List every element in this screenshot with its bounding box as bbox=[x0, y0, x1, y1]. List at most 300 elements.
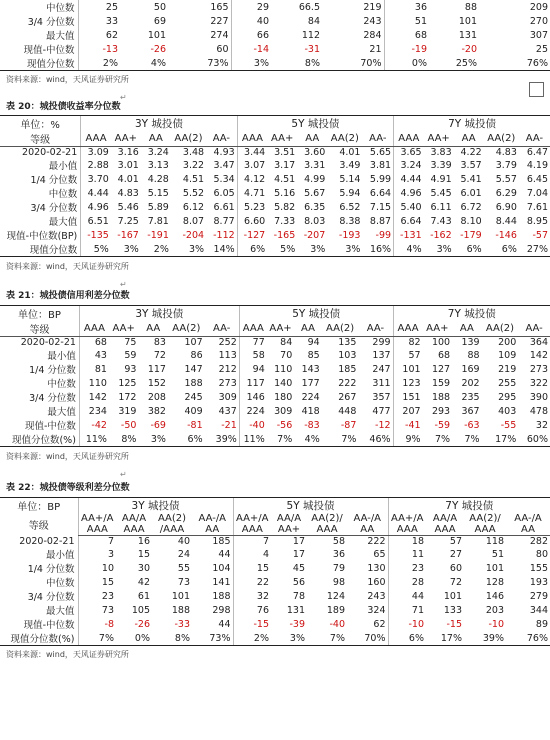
table-cell: 22 bbox=[233, 575, 271, 589]
table-cell: 7% bbox=[307, 631, 347, 646]
table-cell: 73% bbox=[168, 56, 231, 71]
table-cell: 390 bbox=[529, 391, 548, 403]
table-cell: -40 bbox=[329, 618, 345, 630]
table-row bbox=[0, 631, 550, 646]
top-source-note: 资料来源：wind，天风证券研究所 bbox=[6, 75, 129, 84]
table-cell: 188 bbox=[212, 590, 231, 602]
table-cell: 3.57 bbox=[460, 159, 482, 171]
table-cell: 3.07 bbox=[237, 158, 267, 172]
column-header: AAA bbox=[239, 321, 266, 337]
table-cell: 11 bbox=[388, 547, 426, 561]
checkbox-square[interactable] bbox=[529, 82, 544, 97]
table-cell: -204 bbox=[182, 229, 205, 241]
table-cell: -69 bbox=[150, 419, 166, 431]
table-cell: -99 bbox=[375, 229, 392, 241]
table-cell: 88 bbox=[464, 1, 477, 13]
table-cell: 6.47 bbox=[526, 147, 548, 158]
table-cell: 8% bbox=[109, 432, 139, 447]
table-row bbox=[0, 56, 550, 71]
table-cell: 0% bbox=[116, 631, 152, 646]
table-cell: -33 bbox=[174, 618, 190, 630]
table-cell: 10 bbox=[78, 561, 116, 575]
table-cell: 101 bbox=[393, 362, 423, 376]
row-label: 最大值 bbox=[45, 31, 75, 42]
table-cell: 3% bbox=[231, 56, 271, 71]
paragraph-mark: ↵ bbox=[120, 470, 127, 479]
table-cell: -41 bbox=[393, 418, 423, 432]
table-cell: 5.82 bbox=[274, 201, 296, 213]
table-cell: 40 bbox=[231, 14, 271, 28]
table-cell: 88 bbox=[467, 349, 480, 361]
table21 bbox=[0, 305, 550, 447]
table-cell: -63 bbox=[464, 419, 480, 431]
table-cell: 5.57 bbox=[495, 173, 517, 185]
column-header: AA- bbox=[205, 321, 240, 337]
table-cell: 130 bbox=[367, 562, 386, 574]
table-cell: 71 bbox=[388, 603, 426, 617]
table21-unit: 单位：BP bbox=[0, 306, 79, 322]
table-cell: 3.24 bbox=[394, 158, 424, 172]
table-cell: 7% bbox=[423, 432, 453, 447]
table-cell: 3.22 bbox=[182, 159, 205, 171]
table-cell: 6.01 bbox=[460, 187, 482, 199]
table-cell: 6.61 bbox=[213, 201, 235, 213]
table-cell: -10 bbox=[388, 617, 426, 631]
table-cell: 5.46 bbox=[117, 201, 139, 213]
table-cell: 7.81 bbox=[147, 215, 169, 227]
table-cell: 3.60 bbox=[304, 147, 326, 158]
column-header: AAA bbox=[393, 321, 423, 337]
table-cell: 8.03 bbox=[304, 215, 326, 227]
paragraph-mark: ↵ bbox=[120, 93, 127, 102]
table-cell: 21 bbox=[369, 43, 382, 55]
table-cell: 118 bbox=[485, 536, 504, 547]
table-cell: 252 bbox=[218, 337, 237, 348]
row-label: 2020-02-21 bbox=[22, 147, 78, 158]
table-cell: 235 bbox=[461, 391, 480, 403]
table-row bbox=[0, 404, 550, 418]
table-cell: 3.51 bbox=[274, 147, 296, 158]
table-cell: 8.95 bbox=[526, 215, 548, 227]
column-header: AAA bbox=[233, 524, 271, 536]
column-header: AA(2) bbox=[482, 321, 519, 337]
table-row bbox=[0, 589, 550, 603]
row-label: 最大值 bbox=[45, 606, 75, 617]
table-cell: 83 bbox=[153, 337, 166, 348]
column-header: AA-/A bbox=[353, 513, 382, 524]
table-cell: 189 bbox=[326, 604, 345, 616]
column-header: AA bbox=[192, 524, 233, 536]
table-cell: 58 bbox=[239, 348, 266, 362]
table-cell: -15 bbox=[233, 617, 271, 631]
table-cell: -20 bbox=[461, 43, 477, 55]
row-label: 最小值 bbox=[45, 550, 75, 561]
column-header: AAA bbox=[464, 524, 506, 536]
column-header: AA/A bbox=[432, 513, 458, 524]
table-cell: 75 bbox=[124, 337, 137, 348]
column-header: AA(2) bbox=[168, 321, 205, 337]
table-cell: 6.29 bbox=[495, 187, 517, 199]
table-cell: 60% bbox=[518, 432, 550, 447]
table-cell: 5.89 bbox=[147, 201, 169, 213]
row-label: 1/4 分位数 bbox=[30, 175, 78, 186]
table-cell: 25 bbox=[78, 0, 120, 14]
column-header: AA(2)/ bbox=[469, 513, 501, 524]
table-row bbox=[0, 575, 550, 589]
row-label: 3/4 分位数 bbox=[30, 203, 78, 214]
table-cell: 307 bbox=[529, 29, 548, 41]
table-cell: 207 bbox=[393, 404, 423, 418]
table-row bbox=[0, 147, 550, 159]
table-cell: 117 bbox=[239, 376, 266, 390]
table-row bbox=[0, 172, 550, 186]
table-row bbox=[0, 228, 550, 242]
table22-title: 表 22：城投债等级利差分位数 bbox=[6, 483, 130, 493]
table-cell: 103 bbox=[338, 349, 357, 361]
table-cell: 62 bbox=[78, 28, 120, 42]
column-header: AA bbox=[452, 321, 482, 337]
table20-unit: 单位：% bbox=[0, 116, 81, 132]
table-cell: 255 bbox=[498, 377, 517, 389]
table-cell: 4.51 bbox=[274, 173, 296, 185]
table-cell: 5.15 bbox=[147, 187, 169, 199]
table-row bbox=[0, 14, 550, 28]
table-cell: 15 bbox=[137, 548, 150, 560]
table-cell: 8.77 bbox=[213, 215, 235, 227]
table-cell: 3.79 bbox=[495, 159, 517, 171]
table-cell: 6% bbox=[168, 432, 205, 447]
table20-group-7y: 7Y 城投债 bbox=[394, 116, 550, 132]
table-cell: 23 bbox=[78, 589, 116, 603]
table21-source: 资料来源：wind，天风证券研究所 bbox=[6, 452, 129, 461]
table-cell: 55 bbox=[177, 562, 190, 574]
column-header: AAA bbox=[388, 524, 426, 536]
table-cell: 57 bbox=[393, 348, 423, 362]
table-cell: 131 bbox=[458, 29, 477, 41]
table-cell: 3% bbox=[327, 242, 362, 257]
column-header: AAA bbox=[426, 524, 464, 536]
column-header: AA(2) bbox=[171, 131, 206, 147]
column-header: AAA bbox=[237, 131, 267, 147]
table-cell: 146 bbox=[485, 590, 504, 602]
table-cell: -10 bbox=[488, 618, 504, 630]
table-cell: 5.34 bbox=[213, 173, 235, 185]
table-cell: 324 bbox=[367, 604, 386, 616]
table-cell: 124 bbox=[326, 590, 345, 602]
table20-group-3y: 3Y 城投债 bbox=[81, 116, 237, 132]
row-label: 3/4 分位数 bbox=[27, 592, 75, 603]
table-cell: 7.04 bbox=[526, 187, 548, 199]
table-cell: -112 bbox=[213, 229, 235, 241]
table-cell: -193 bbox=[338, 229, 361, 241]
table-cell: 4% bbox=[120, 56, 168, 71]
table-cell: 84 bbox=[280, 337, 293, 348]
table-cell: 44 bbox=[218, 548, 231, 560]
table-cell: -56 bbox=[276, 419, 293, 431]
table-row bbox=[0, 28, 550, 42]
table-cell: 60 bbox=[216, 43, 229, 55]
table-cell: 143 bbox=[301, 363, 320, 375]
row-label: 中位数 bbox=[47, 379, 76, 390]
table-cell: 7 bbox=[233, 536, 271, 548]
table-cell: 142 bbox=[79, 390, 109, 404]
table-cell: 11% bbox=[239, 432, 266, 447]
table-cell: 4% bbox=[294, 432, 321, 447]
table-cell: 93 bbox=[124, 363, 137, 375]
table-cell: 45 bbox=[292, 562, 305, 574]
table-cell: 6.05 bbox=[213, 187, 235, 199]
column-header: AAA bbox=[394, 131, 424, 147]
table-cell: 70% bbox=[347, 631, 388, 646]
table-cell: 112 bbox=[301, 29, 320, 41]
table-cell: 3% bbox=[297, 242, 327, 257]
table-row bbox=[0, 362, 550, 376]
table-cell: 279 bbox=[529, 590, 548, 602]
table-cell: 3.49 bbox=[339, 159, 361, 171]
table-cell: 117 bbox=[147, 363, 166, 375]
table-cell: 2% bbox=[233, 631, 271, 646]
table-cell: 6.52 bbox=[339, 201, 361, 213]
table-cell: 25% bbox=[429, 56, 479, 71]
table-row bbox=[0, 0, 550, 14]
table-cell: 219 bbox=[363, 1, 382, 13]
table-cell: 39% bbox=[205, 432, 240, 447]
table-row bbox=[0, 603, 550, 617]
table-cell: 6.51 bbox=[81, 214, 111, 228]
table-cell: 245 bbox=[184, 391, 203, 403]
table-cell: 6% bbox=[237, 242, 267, 257]
table-cell: 16 bbox=[137, 536, 150, 547]
table-cell: 9% bbox=[393, 432, 423, 447]
table-cell: 5.16 bbox=[274, 187, 296, 199]
table-cell: 3.17 bbox=[274, 159, 296, 171]
table-cell: 5.14 bbox=[339, 173, 361, 185]
column-header: AA bbox=[138, 321, 168, 337]
table-cell: 5% bbox=[267, 242, 297, 257]
table-cell: 2.88 bbox=[81, 158, 111, 172]
table-cell: -19 bbox=[384, 42, 429, 56]
table-row bbox=[0, 186, 550, 200]
table-cell: 15 bbox=[78, 575, 116, 589]
table-cell: 17 bbox=[292, 536, 305, 547]
table-cell: 4.96 bbox=[81, 200, 111, 214]
table-cell: 70 bbox=[280, 349, 293, 361]
table-row bbox=[0, 547, 550, 561]
table-cell: 104 bbox=[212, 562, 231, 574]
table-cell: 72 bbox=[153, 349, 166, 361]
column-header: AA+ bbox=[423, 321, 453, 337]
table-cell: -15 bbox=[446, 618, 462, 630]
table-cell: -39 bbox=[289, 618, 305, 630]
table-row bbox=[0, 617, 550, 631]
table-cell: 101 bbox=[147, 29, 166, 41]
row-label: 3/4 分位数 bbox=[27, 17, 75, 28]
table-cell: 66.5 bbox=[298, 1, 320, 13]
table-cell: 6% bbox=[454, 242, 484, 257]
table-cell: -8 bbox=[78, 617, 116, 631]
table-cell: 98 bbox=[332, 576, 345, 588]
table20-grade-label: 等级 bbox=[0, 131, 81, 147]
table-cell: -55 bbox=[500, 419, 517, 431]
table-cell: 65 bbox=[373, 548, 386, 560]
table-cell: 66 bbox=[231, 28, 271, 42]
table-cell: 44 bbox=[218, 618, 231, 630]
table-cell: -207 bbox=[303, 229, 326, 241]
row-label: 现值分位数 bbox=[0, 56, 78, 71]
table-cell: 2% bbox=[78, 56, 120, 71]
row-label: 现值分位数(%) bbox=[0, 432, 79, 447]
table-cell: 293 bbox=[431, 405, 451, 417]
column-header: AA- bbox=[519, 131, 550, 147]
table-row bbox=[0, 158, 550, 172]
table-cell: 3.39 bbox=[430, 159, 452, 171]
table-cell: 5.45 bbox=[430, 187, 452, 199]
table-cell: 78 bbox=[292, 590, 305, 602]
table-cell: 62 bbox=[373, 618, 386, 630]
table-cell: 94 bbox=[239, 362, 266, 376]
table-cell: 4.19 bbox=[526, 159, 548, 171]
table-cell: 5.23 bbox=[237, 200, 267, 214]
table-row bbox=[0, 418, 550, 432]
row-label: 最大值 bbox=[48, 217, 78, 228]
table-cell: 6% bbox=[484, 242, 519, 257]
table-cell: 137 bbox=[372, 349, 391, 361]
table-cell: -42 bbox=[79, 418, 109, 432]
table22-source: 资料来源：wind，天风证券研究所 bbox=[6, 650, 129, 659]
row-label: 3/4 分位数 bbox=[29, 393, 76, 404]
row-label: 1/4 分位数 bbox=[27, 564, 75, 575]
table-cell: 273 bbox=[218, 377, 237, 389]
table-cell: 8% bbox=[271, 56, 322, 71]
table-row bbox=[0, 536, 550, 548]
table-cell: 57 bbox=[449, 536, 462, 547]
table-cell: -26 bbox=[150, 43, 166, 55]
table22-group-3y: 3Y 城投债 bbox=[78, 498, 233, 514]
table-cell: 42 bbox=[137, 576, 150, 588]
table20 bbox=[0, 115, 550, 257]
table-cell: 282 bbox=[529, 536, 548, 547]
table-cell: 448 bbox=[338, 405, 357, 417]
table-cell: 4.44 bbox=[394, 172, 424, 186]
table-cell: 101 bbox=[485, 562, 504, 574]
table-cell: 169 bbox=[461, 363, 480, 375]
table-row bbox=[0, 432, 550, 447]
column-header: AAA bbox=[307, 524, 347, 536]
table-cell: -57 bbox=[532, 229, 548, 241]
table-cell: 24 bbox=[177, 548, 190, 560]
table-cell: 85 bbox=[307, 349, 320, 361]
table-cell: 28 bbox=[388, 575, 426, 589]
table-cell: -14 bbox=[231, 42, 271, 56]
table-cell: 11% bbox=[79, 432, 109, 447]
table22-group-5y: 5Y 城投债 bbox=[233, 498, 388, 514]
table-cell: 222 bbox=[338, 377, 357, 389]
table-cell: 32 bbox=[535, 419, 548, 431]
table-cell: 51 bbox=[491, 548, 504, 560]
column-header: AA-/A bbox=[198, 513, 227, 524]
table-row bbox=[0, 348, 550, 362]
row-label: 中位数 bbox=[45, 578, 75, 589]
table-cell: 177 bbox=[301, 377, 320, 389]
table21-group-3y: 3Y 城投债 bbox=[79, 306, 239, 322]
table-cell: -162 bbox=[430, 229, 452, 241]
table-cell: 5% bbox=[81, 242, 111, 257]
table-cell: 76% bbox=[479, 56, 550, 71]
table22 bbox=[0, 497, 550, 646]
table-cell: 4.71 bbox=[237, 186, 267, 200]
table-cell: 212 bbox=[218, 363, 237, 375]
table-cell: -12 bbox=[375, 419, 391, 431]
table-cell: 32 bbox=[233, 589, 271, 603]
table-cell: 58 bbox=[332, 536, 345, 547]
table-cell: 319 bbox=[118, 405, 137, 417]
table-cell: -165 bbox=[273, 229, 296, 241]
table-cell: 3.83 bbox=[430, 147, 452, 158]
row-label: 现值-中位数(BP) bbox=[6, 231, 78, 242]
table-cell: 69 bbox=[153, 15, 166, 27]
table-cell: 29 bbox=[231, 0, 271, 14]
table-cell: 109 bbox=[498, 349, 517, 361]
row-label: 2020-02-21 bbox=[20, 337, 76, 348]
table-row bbox=[0, 214, 550, 228]
table-cell: 7.43 bbox=[430, 215, 452, 227]
table-cell: 364 bbox=[529, 337, 548, 348]
table-cell: 68 bbox=[384, 28, 429, 42]
table-cell: 7% bbox=[452, 432, 482, 447]
column-header: AA bbox=[506, 524, 550, 536]
column-header: AAA bbox=[116, 524, 152, 536]
table-cell: 5.99 bbox=[369, 173, 392, 185]
table-cell: 3 bbox=[78, 547, 116, 561]
table-cell: 224 bbox=[301, 391, 320, 403]
table-cell: -40 bbox=[239, 418, 266, 432]
table-cell: 284 bbox=[363, 29, 382, 41]
table20-title: 表 20：城投债收益率分位数 bbox=[6, 102, 121, 112]
column-header: AA+ bbox=[109, 321, 139, 337]
table21-grade-label: 等级 bbox=[0, 321, 79, 337]
table-cell: -167 bbox=[117, 229, 139, 241]
column-header: AA/A bbox=[276, 513, 302, 524]
table-cell: 273 bbox=[529, 363, 548, 375]
table-cell: 17% bbox=[426, 631, 464, 646]
table-cell: 68 bbox=[437, 349, 451, 361]
table-cell: 270 bbox=[529, 15, 548, 27]
table-cell: 180 bbox=[274, 391, 293, 403]
table-cell: 89 bbox=[535, 618, 548, 630]
column-header: AA+ bbox=[424, 131, 454, 147]
row-label: 现值分位数 bbox=[0, 242, 81, 257]
table-cell: 3.31 bbox=[304, 159, 326, 171]
column-header: /AAA bbox=[152, 524, 192, 536]
column-header: AA bbox=[347, 524, 388, 536]
column-header: AA+ bbox=[267, 321, 294, 337]
table-cell: 17% bbox=[482, 432, 519, 447]
table22-grade-label: 等级 bbox=[28, 520, 49, 532]
table-cell: 188 bbox=[171, 604, 190, 616]
table-cell: 68 bbox=[79, 337, 109, 349]
table-cell: 7.25 bbox=[117, 215, 139, 227]
table-cell: 146 bbox=[239, 390, 266, 404]
column-header: AA+ bbox=[111, 131, 141, 147]
table-row bbox=[0, 376, 550, 390]
table-cell: 139 bbox=[461, 337, 480, 348]
table-cell: 39% bbox=[464, 631, 506, 646]
table-cell: 5.52 bbox=[182, 187, 205, 199]
table-cell: 7.33 bbox=[274, 215, 296, 227]
column-header: AA+/A bbox=[78, 513, 116, 524]
table-cell: 209 bbox=[529, 1, 548, 13]
table-cell: 4.83 bbox=[117, 187, 139, 199]
